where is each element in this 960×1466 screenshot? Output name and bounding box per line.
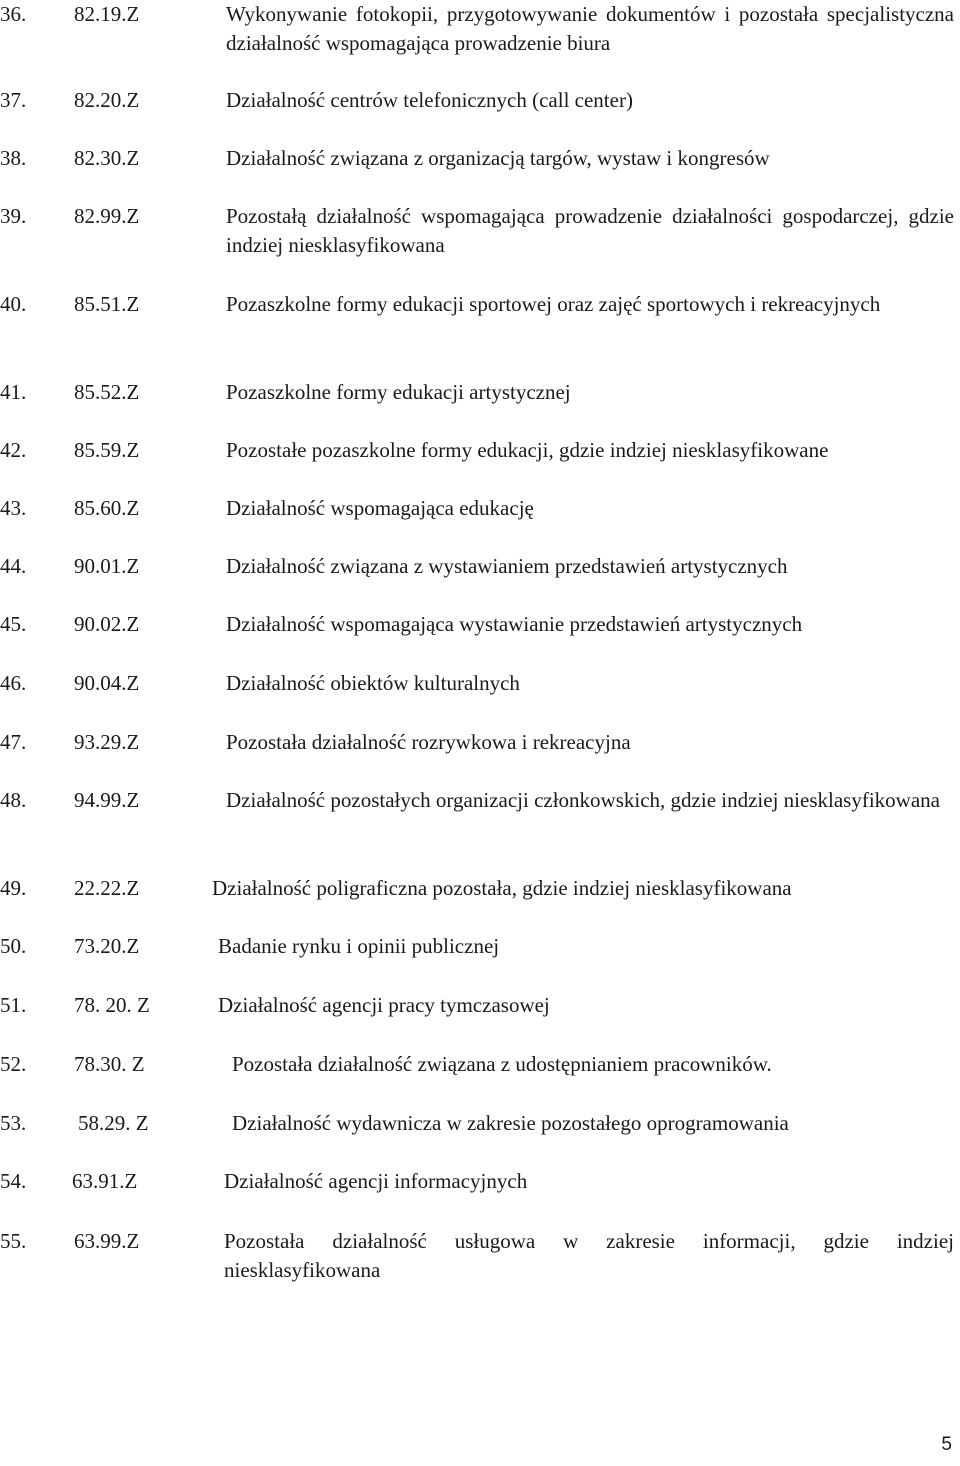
item-number: 41. — [0, 380, 27, 404]
item-number: 46. — [0, 671, 27, 695]
item-code: 94.99.Z — [74, 788, 140, 812]
item-number: 45. — [0, 612, 27, 636]
item-number: 42. — [0, 438, 27, 462]
item-code: 85.60.Z — [74, 496, 140, 520]
item-description: Działalność związana z wystawianiem przedstawień artystycznych — [226, 554, 788, 578]
item-number: 55. — [0, 1229, 27, 1253]
item-description: Pozostałe pozaszkolne formy edukacji, gdzie indziej niesklasyfikowane — [226, 438, 829, 462]
item-description: Pozostała działalność rozrywkowa i rekreacyjna — [226, 730, 631, 754]
item-description: Badanie rynku i opinii publicznej — [218, 934, 500, 958]
item-description: Pozostała działalność związana z udostępnianiem pracowników. — [232, 1052, 772, 1076]
item-description: Działalność wspomagająca edukację — [226, 496, 534, 520]
item-description: Działalność poligraficzna pozostała, gdzie indziej niesklasyfikowana — [212, 876, 792, 900]
item-number: 51. — [0, 993, 27, 1017]
item-description: Działalność wydawnicza w zakresie pozostałego oprogramowania — [232, 1111, 789, 1135]
item-description: Działalność związana z organizacją targów, wystaw i kongresów — [226, 146, 770, 170]
item-code: 78. 20. Z — [74, 993, 150, 1017]
item-number: 44. — [0, 554, 27, 578]
item-number: 47. — [0, 730, 27, 754]
item-description: Pozostałą działalność wspomagająca prowadzenie działalności gospodarczej, gdzie indziej niesklasyfikowana — [226, 204, 954, 257]
item-number: 38. — [0, 146, 27, 170]
item-number: 48. — [0, 788, 27, 812]
item-code: 90.02.Z — [74, 612, 140, 636]
item-number: 36. — [0, 2, 27, 26]
page-number: 5 — [941, 1434, 952, 1455]
item-code: 82.19.Z — [74, 2, 140, 26]
item-description: Działalność pozostałych organizacji członkowskich, gdzie indziej niesklasyfikowana — [226, 788, 940, 812]
item-description: Działalność centrów telefonicznych (call center) — [226, 88, 633, 112]
item-number: 52. — [0, 1052, 27, 1076]
item-number: 37. — [0, 88, 27, 112]
item-number: 39. — [0, 204, 27, 228]
item-number: 49. — [0, 876, 27, 900]
item-description: Pozostała działalność usługowa w zakresie informacji, gdzie indziej niesklasyfikowana — [224, 1229, 954, 1282]
item-description: Działalność wspomagająca wystawianie przedstawień artystycznych — [226, 612, 803, 636]
item-number: 50. — [0, 934, 27, 958]
item-description: Działalność obiektów kulturalnych — [226, 671, 520, 695]
item-code: 82.99.Z — [74, 204, 140, 228]
item-code: 58.29. Z — [78, 1111, 149, 1135]
item-code: 63.91.Z — [72, 1169, 138, 1193]
item-code: 90.04.Z — [74, 671, 140, 695]
item-number: 54. — [0, 1169, 27, 1193]
item-code: 85.59.Z — [74, 438, 140, 462]
item-code: 63.99.Z — [74, 1229, 140, 1253]
item-description: Wykonywanie fotokopii, przygotowywanie dokumentów i pozostała specjalistyczna działalność wspomagająca prowadzenie biura — [226, 2, 954, 55]
item-description: Pozaszkolne formy edukacji artystycznej — [226, 380, 571, 404]
item-code: 93.29.Z — [74, 730, 140, 754]
item-number: 43. — [0, 496, 27, 520]
item-code: 90.01.Z — [74, 554, 140, 578]
item-description: Działalność agencji pracy tymczasowej — [218, 993, 550, 1017]
item-code: 78.30. Z — [74, 1052, 145, 1076]
item-code: 22.22.Z — [74, 876, 140, 900]
item-number: 53. — [0, 1111, 27, 1135]
item-code: 82.20.Z — [74, 88, 140, 112]
item-code: 85.52.Z — [74, 380, 140, 404]
item-number: 40. — [0, 292, 27, 316]
item-code: 73.20.Z — [74, 934, 140, 958]
item-code: 82.30.Z — [74, 146, 140, 170]
item-description: Pozaszkolne formy edukacji sportowej oraz zajęć sportowych i rekreacyjnych — [226, 292, 881, 316]
item-description: Działalność agencji informacyjnych — [224, 1169, 528, 1193]
item-code: 85.51.Z — [74, 292, 140, 316]
